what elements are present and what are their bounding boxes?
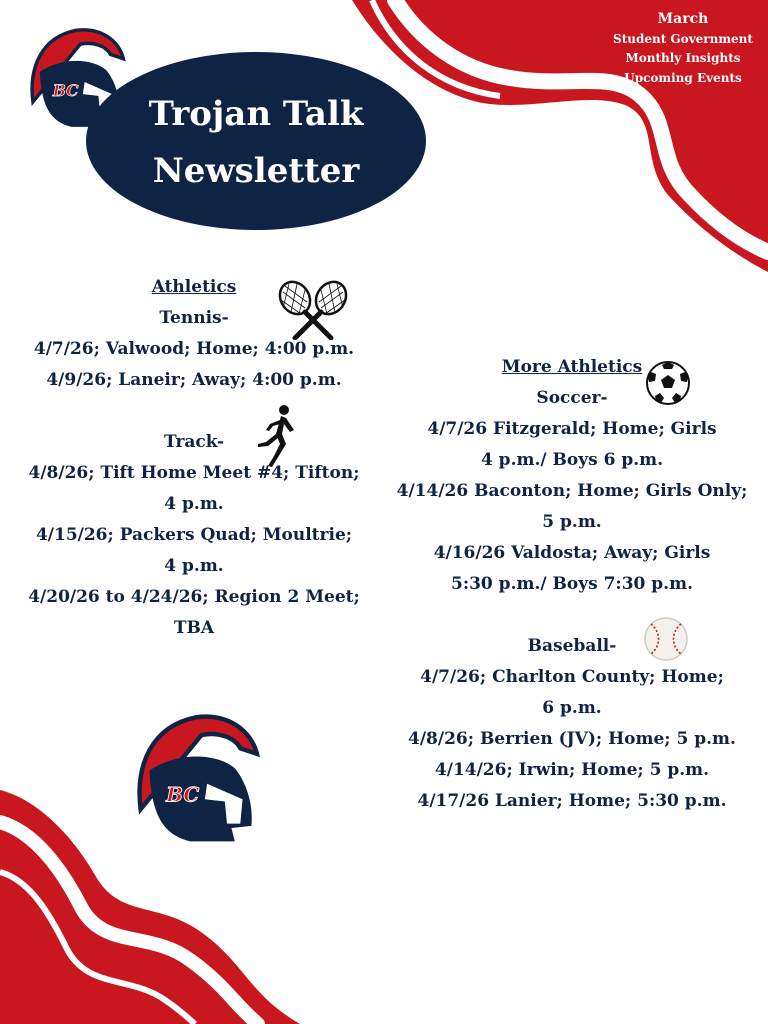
track-line: 4/15/26; Packers Quad; Moultrie; [35,525,353,545]
newsletter-title [86,86,426,200]
track-line: 4/8/26; Tift Home Meet #4; Tifton; [28,463,360,483]
baseball-icon [643,616,689,662]
tennis-label: Tennis- [159,308,229,328]
more-athletics-heading: More Athletics [501,357,643,377]
helmet-monogram: BC [166,782,200,807]
soccer-line: 5 p.m. [542,512,602,532]
corner-info [608,10,758,88]
soccer-line: 4 p.m./ Boys 6 p.m. [480,450,664,470]
soccer-line: 4/16/26 Valdosta; Away; Girls [433,543,711,563]
baseball-line: 4/17/26 Lanier; Home; 5:30 p.m. [417,791,727,811]
baseball-line: 4/8/26; Berrien (JV); Home; 5 p.m. [408,729,736,749]
baseball-line: 4/14/26; Irwin; Home; 5 p.m. [434,760,710,780]
title-line-2: Newsletter [152,151,360,191]
soccer-line: 4/14/26 Baconton; Home; Girls Only; [396,481,748,501]
helmet-monogram: BC [52,80,79,100]
soccer-ball-icon [645,360,691,406]
month-label: March [657,11,709,27]
more-athletics-column [384,352,760,817]
tennis-event: 4/9/26; Laneir; Away; 4:00 p.m. [46,370,342,390]
title-line-1: Trojan Talk [148,94,364,134]
tennis-event: 4/7/26; Valwood; Home; 4:00 p.m. [33,339,355,359]
athletics-heading: Athletics [151,277,237,297]
baseball-label: Baseball- [527,636,617,656]
corner-line-2: Monthly Insights [625,51,741,65]
soccer-line: 4/7/26 Fitzgerald; Home; Girls [427,419,717,439]
baseball-line: 6 p.m. [542,698,602,718]
track-line: 4 p.m. [164,494,224,514]
track-label: Track- [164,432,224,452]
soccer-label: Soccer- [536,388,608,408]
soccer-line: 5:30 p.m./ Boys 7:30 p.m. [451,574,693,594]
track-line: 4/20/26 to 4/24/26; Region 2 Meet; [28,587,360,607]
tennis-rackets-icon [273,278,353,340]
corner-line-3: Upcoming Events [624,70,742,85]
track-line: 4 p.m. [164,556,224,576]
track-line: TBA [173,618,215,638]
trojan-helmet-large-icon [124,704,268,848]
runner-icon [256,404,296,470]
baseball-line: 4/7/26; Charlton County; Home; [420,667,724,687]
corner-line-1: Student Government [613,31,753,46]
